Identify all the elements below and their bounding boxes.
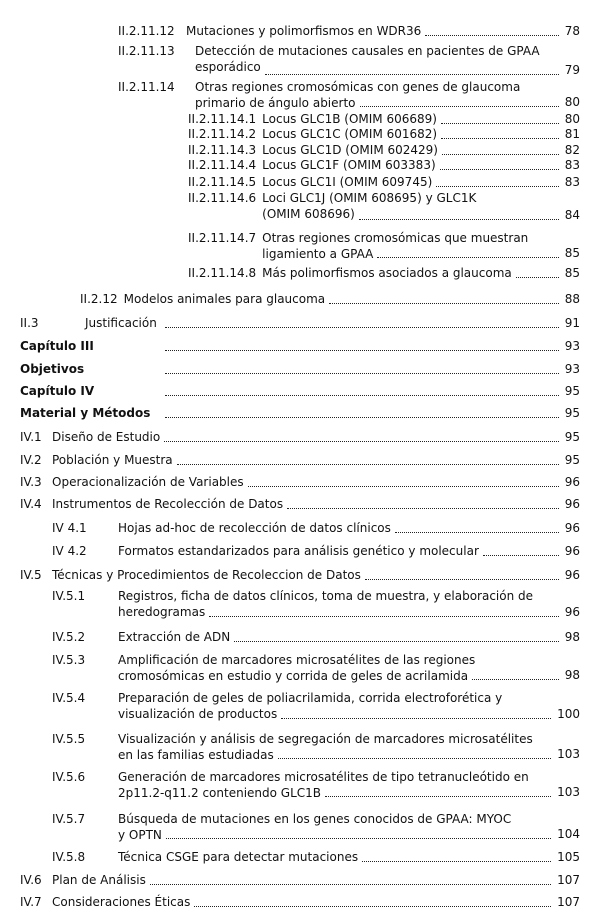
toc-page-number: 93	[564, 339, 580, 353]
toc-page-number: 95	[564, 430, 580, 444]
toc-entry-title: (OMIM 608696)	[262, 207, 355, 221]
toc-page-number: 88	[564, 292, 580, 306]
toc-entry-title: Objetivos	[20, 362, 85, 376]
toc-entry-number: IV.5.1	[52, 589, 86, 603]
toc-entry-number: IV 4.2	[52, 544, 87, 558]
toc-entry-number: IV.4	[20, 497, 42, 511]
toc-entry-number: IV.1	[20, 430, 42, 444]
dot-leader	[165, 373, 559, 374]
toc-entry-title: 2p11.2-q11.2 conteniendo GLC1B	[118, 786, 322, 800]
dot-leader	[362, 861, 551, 862]
dot-leader	[150, 884, 551, 885]
toc-entry-number: IV.5.5	[52, 732, 86, 746]
toc-entry-title: Loci GLC1J (OMIM 608695) y GLC1K	[262, 191, 477, 205]
toc-page-number: 98	[564, 668, 580, 682]
toc-entry-number: II.2.11.14.5	[188, 175, 257, 189]
toc-entry-number: IV.5.6	[52, 770, 86, 784]
toc-entry-title: Técnica CSGE para detectar mutaciones	[118, 850, 359, 864]
toc-entry-title: Detección de mutaciones causales en pacientes de GPAA	[195, 44, 540, 58]
toc-entry-title: heredogramas	[118, 605, 206, 619]
toc-entry-number: IV.3	[20, 475, 42, 489]
toc-entry-title: Técnicas y Procedimientos de Recoleccion de Datos	[52, 568, 361, 582]
toc-entry-title: Búsqueda de mutaciones en los genes conocidos de GPAA: MYOC	[118, 812, 512, 826]
dot-leader	[234, 641, 559, 642]
toc-entry-number: II.2.11.14.6	[188, 191, 257, 205]
dot-leader	[165, 327, 559, 328]
dot-leader	[377, 257, 558, 258]
toc-entry-number: II.2.11.14.8	[188, 266, 257, 280]
toc-entry-number: IV.6	[20, 873, 42, 887]
toc-entry-title: Amplificación de marcadores microsatélites de las regiones	[118, 653, 476, 667]
toc-entry-title: Visualización y análisis de segregación de marcadores microsatélites	[118, 732, 533, 746]
toc-page-number: 103	[557, 785, 580, 799]
toc-entry-title: visualización de productos	[118, 707, 278, 721]
toc-entry-number: IV.5.4	[52, 691, 86, 705]
toc-entry-title: Población y Muestra	[52, 453, 173, 467]
toc-entry-title: Más polimorfismos asociados a glaucoma	[262, 266, 512, 280]
toc-entry-title: Preparación de geles de poliacrilamida, corrida electroforética y	[118, 691, 503, 705]
toc-entry-number: IV.5.3	[52, 653, 86, 667]
dot-leader	[281, 718, 551, 719]
toc-entry-title: Diseño de Estudio	[52, 430, 161, 444]
toc-entry-title: Justificación	[85, 316, 157, 330]
dot-leader	[436, 186, 558, 187]
dot-leader	[441, 138, 559, 139]
toc-entry-title: Otras regiones cromosómicas que muestran	[262, 231, 529, 245]
toc-entry-number: II.2.11.14.7	[188, 231, 257, 245]
toc-entry-number: IV.5.8	[52, 850, 86, 864]
toc-entry-title: Locus GLC1I (OMIM 609745)	[262, 175, 433, 189]
toc-entry-title: Hojas ad-hoc de recolección de datos clínicos	[118, 521, 391, 535]
toc-page-number: 95	[564, 406, 580, 420]
toc-page-number: 98	[564, 630, 580, 644]
toc-entry-title: Consideraciones Éticas	[52, 895, 191, 909]
toc-entry-number: IV.5.2	[52, 630, 86, 644]
toc-entry-title: Formatos estandarizados para análisis genético y molecular	[118, 544, 479, 558]
toc-entry-title: ligamiento a GPAA	[262, 247, 374, 261]
dot-leader	[360, 106, 559, 107]
dot-leader	[425, 35, 558, 36]
toc-page-number: 96	[564, 521, 580, 535]
toc-entry-title: Locus GLC1F (OMIM 603383)	[262, 158, 436, 172]
toc-entry-title: Material y Métodos	[20, 406, 151, 420]
dot-leader	[441, 123, 559, 124]
toc-page-number: 91	[564, 316, 580, 330]
toc-entry-number: II.2.11.14.2	[188, 127, 257, 141]
dot-leader	[265, 74, 559, 75]
toc-page-number: 80	[564, 112, 580, 126]
toc-page-number: 79	[564, 63, 580, 77]
dot-leader	[325, 796, 551, 797]
dot-leader	[287, 508, 559, 509]
dot-leader	[516, 277, 559, 278]
toc-entry-title: Capítulo IV	[20, 384, 95, 398]
toc-page-number: 96	[564, 544, 580, 558]
toc-entry-title: Registros, ficha de datos clínicos, toma de muestra, y elaboración de	[118, 589, 534, 603]
toc-page-number: 82	[564, 143, 580, 157]
toc-entry-number: IV.2	[20, 453, 42, 467]
toc-entry-title: Operacionalización de Variables	[52, 475, 244, 489]
toc-page-number: 103	[557, 747, 580, 761]
toc-entry-title: Locus GLC1C (OMIM 601682)	[262, 127, 438, 141]
toc-page-number: 85	[564, 246, 580, 260]
dot-leader	[209, 616, 559, 617]
dot-leader	[329, 303, 559, 304]
toc-page-number: 96	[564, 475, 580, 489]
toc-entry-number: II.2.11.14.3	[188, 143, 257, 157]
toc-entry-number: II.2.11.12	[118, 24, 175, 38]
toc-entry-number: II.3	[20, 316, 39, 330]
dot-leader	[194, 906, 551, 907]
dot-leader	[164, 441, 558, 442]
toc-entry-title: Capítulo III	[20, 339, 94, 353]
dot-leader	[165, 417, 559, 418]
dot-leader	[165, 350, 559, 351]
toc-entry-title: Locus GLC1D (OMIM 602429)	[262, 143, 438, 157]
dot-leader	[165, 395, 559, 396]
toc-entry-title: en las familias estudiadas	[118, 748, 274, 762]
dot-leader	[359, 219, 559, 220]
toc-entry-number: II.2.11.14.4	[188, 158, 257, 172]
toc-entry-number: IV.5.7	[52, 812, 86, 826]
toc-entry-title: Instrumentos de Recolección de Datos	[52, 497, 284, 511]
toc-page-number: 81	[564, 127, 580, 141]
dot-leader	[248, 486, 559, 487]
dot-leader	[166, 838, 551, 839]
toc-entry-title: Otras regiones cromosómicas con genes de glaucoma	[195, 80, 521, 94]
toc-entry-number: II.2.11.14.1	[188, 112, 257, 126]
dot-leader	[395, 532, 559, 533]
toc-page-number: 96	[564, 497, 580, 511]
toc-entry-number: IV.7	[20, 895, 42, 909]
toc-entry-number: IV 4.1	[52, 521, 87, 535]
toc-entry-title: Extracción de ADN	[118, 630, 231, 644]
toc-page-number: 85	[564, 266, 580, 280]
toc-page-number: 100	[557, 707, 580, 721]
dot-leader	[442, 154, 559, 155]
toc-page-number: 107	[557, 895, 580, 909]
toc-page-number: 104	[557, 827, 580, 841]
toc-page-number: 107	[557, 873, 580, 887]
toc-entry-number: IV.5	[20, 568, 42, 582]
toc-entry-number: II.2.11.14	[118, 80, 175, 94]
dot-leader	[278, 758, 551, 759]
toc-entry-title: Modelos animales para glaucoma	[123, 292, 326, 306]
dot-leader	[440, 169, 559, 170]
toc-entry-title: Locus GLC1B (OMIM 606689)	[262, 112, 437, 126]
dot-leader	[365, 579, 559, 580]
toc-entry-title: Plan de Análisis	[52, 873, 146, 887]
toc-page-number: 80	[564, 95, 580, 109]
toc-entry-title: esporádico	[195, 60, 261, 74]
toc-page-number: 93	[564, 362, 580, 376]
toc-page-number: 83	[564, 175, 580, 189]
dot-leader	[483, 555, 559, 556]
toc-entry-title: Mutaciones y polimorfismos en WDR36	[186, 24, 422, 38]
toc-page-number: 96	[564, 568, 580, 582]
toc-entry-title: primario de ángulo abierto	[195, 96, 356, 110]
toc-page-number: 78	[564, 24, 580, 38]
dot-leader	[472, 679, 559, 680]
toc-page-number: 96	[564, 605, 580, 619]
toc-page-number: 95	[564, 453, 580, 467]
toc-page-number: 105	[557, 850, 580, 864]
toc-page-number: 84	[564, 208, 580, 222]
toc-entry-number: II.2.12	[80, 292, 118, 306]
toc-page-number: 83	[564, 158, 580, 172]
toc-entry-number: II.2.11.13	[118, 44, 175, 58]
toc-entry-title: y OPTN	[118, 828, 162, 842]
toc-page-number: 95	[564, 384, 580, 398]
dot-leader	[177, 464, 559, 465]
toc-entry-title: Generación de marcadores microsatélites de tipo tetranucleótido en	[118, 770, 529, 784]
toc-entry-title: cromosómicas en estudio y corrida de geles de acrilamida	[118, 669, 469, 683]
